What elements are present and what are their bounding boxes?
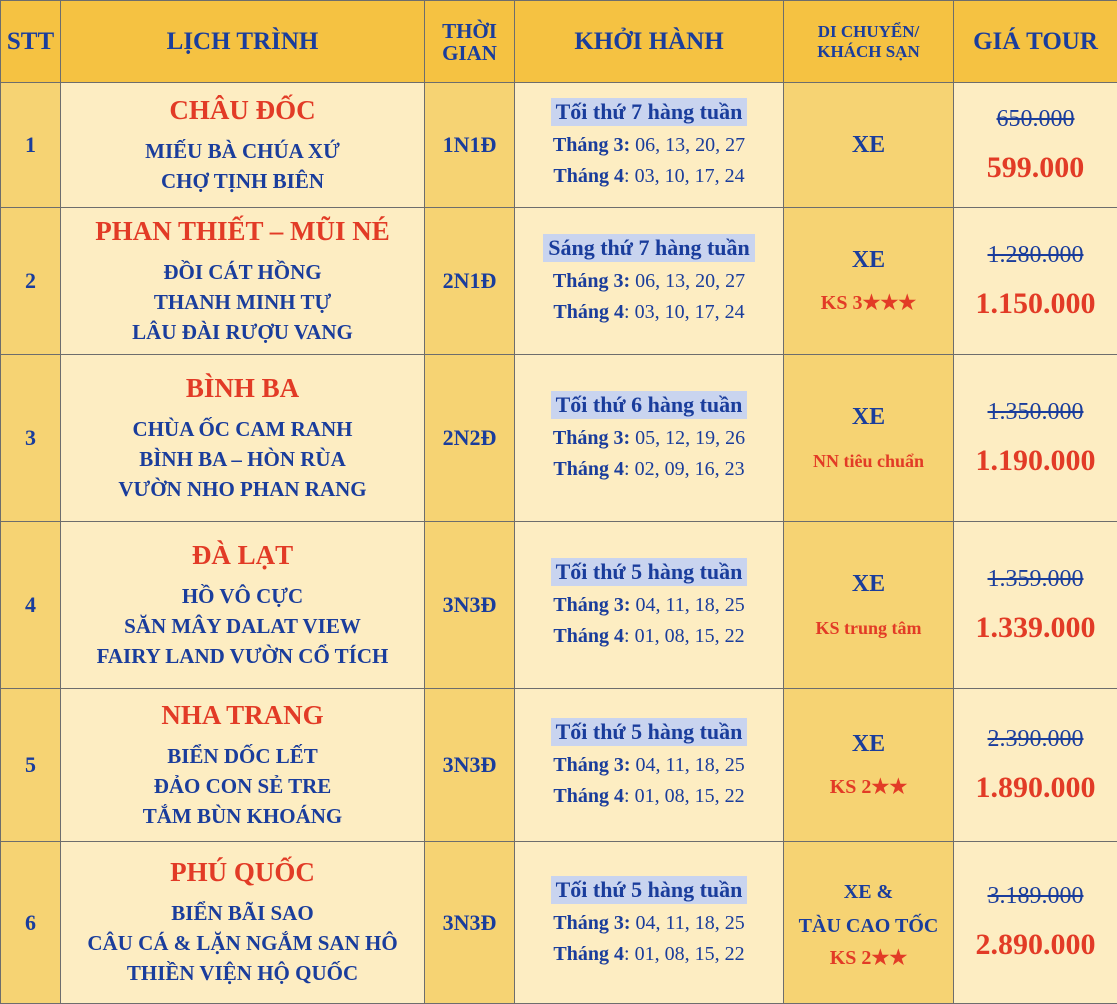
april-sep: :	[624, 785, 630, 807]
april-dates-line	[515, 781, 783, 812]
header-stt: STT	[1, 1, 61, 83]
destination-title: BÌNH BA	[61, 373, 424, 404]
march-label: Tháng 3:	[553, 594, 630, 616]
itinerary-cell	[61, 689, 425, 842]
hotel-label: KS 3★★★	[784, 290, 953, 315]
april-sep: :	[624, 301, 630, 323]
new-price: 2.890.000	[954, 928, 1117, 962]
new-price: 1.890.000	[954, 771, 1117, 805]
new-price: 1.190.000	[954, 444, 1117, 478]
transport-label: XE	[784, 404, 953, 431]
old-price: 3.189.000	[954, 883, 1117, 910]
april-dates: 01, 08, 15, 22	[635, 943, 745, 965]
destination-title: ĐÀ LẠT	[61, 540, 424, 571]
march-label: Tháng 3:	[553, 754, 630, 776]
itinerary-stop: SĂN MÂY DALAT VIEW	[61, 611, 424, 641]
april-dates-line	[515, 297, 783, 328]
march-dates-line	[515, 908, 783, 939]
price-cell	[954, 208, 1117, 355]
table-row	[1, 355, 1117, 522]
march-label: Tháng 3:	[553, 134, 630, 156]
departure-cell	[515, 689, 784, 842]
transport-label: XE	[784, 132, 953, 159]
march-dates: 04, 11, 18, 25	[635, 912, 744, 934]
table-row	[1, 83, 1117, 208]
duration-cell: 3N3Đ	[425, 689, 515, 842]
transport-cell	[784, 355, 954, 522]
march-dates: 06, 13, 20, 27	[635, 134, 745, 156]
transport-label: XE	[784, 571, 953, 598]
hotel-label: KS 2★★	[784, 774, 953, 799]
april-label: Tháng 4	[553, 785, 624, 807]
old-price: 1.280.000	[954, 242, 1117, 269]
april-label: Tháng 4	[553, 625, 624, 647]
itinerary-stop: MIẾU BÀ CHÚA XỨ	[61, 136, 424, 166]
departure-day: Tối thứ 5 hàng tuần	[551, 876, 748, 904]
duration-cell: 3N3Đ	[425, 842, 515, 1004]
header-time-line2: GIAN	[442, 41, 497, 65]
departure-day: Sáng thứ 7 hàng tuần	[543, 234, 755, 262]
row-stt: 3	[1, 355, 61, 522]
destination-title: NHA TRANG	[61, 700, 424, 731]
old-price: 650.000	[954, 106, 1117, 133]
itinerary-stop: FAIRY LAND VƯỜN CỔ TÍCH	[61, 641, 424, 671]
march-dates: 05, 12, 19, 26	[635, 427, 745, 449]
header-price: GIÁ TOUR	[954, 1, 1117, 83]
transport-label: XE &	[784, 875, 953, 909]
march-dates: 04, 11, 18, 25	[635, 594, 744, 616]
itinerary-cell	[61, 522, 425, 689]
departure-day: Tối thứ 5 hàng tuần	[551, 558, 748, 586]
april-dates-line	[515, 939, 783, 970]
april-label: Tháng 4	[553, 458, 624, 480]
new-price: 1.150.000	[954, 287, 1117, 321]
new-price: 1.339.000	[954, 611, 1117, 645]
header-row	[1, 1, 1117, 83]
header-itinerary: LỊCH TRÌNH	[61, 1, 425, 83]
transport-label: TÀU CAO TỐC	[784, 909, 953, 943]
departure-day: Tối thứ 6 hàng tuần	[551, 391, 748, 419]
price-cell	[954, 355, 1117, 522]
itinerary-stop: CÂU CÁ & LẶN NGẮM SAN HÔ	[61, 928, 424, 958]
table-row	[1, 842, 1117, 1004]
row-stt: 6	[1, 842, 61, 1004]
table-row	[1, 208, 1117, 355]
itinerary-cell	[61, 208, 425, 355]
itinerary-stop: LÂU ĐÀI RƯỢU VANG	[61, 317, 424, 347]
april-dates: 02, 09, 16, 23	[635, 458, 745, 480]
hotel-label: KS trung tâm	[784, 618, 953, 639]
departure-day: Tối thứ 5 hàng tuần	[551, 718, 748, 746]
itinerary-stop: BIỂN DỐC LẾT	[61, 741, 424, 771]
transport-cell	[784, 689, 954, 842]
itinerary-stop: BIỂN BÃI SAO	[61, 898, 424, 928]
itinerary-stop: ĐẢO CON SẺ TRE	[61, 771, 424, 801]
april-label: Tháng 4	[553, 165, 624, 187]
old-price: 1.350.000	[954, 399, 1117, 426]
departure-cell	[515, 83, 784, 208]
itinerary-stop: THANH MINH TỰ	[61, 287, 424, 317]
itinerary-cell	[61, 355, 425, 522]
hotel-label: KS 2★★	[784, 945, 953, 970]
march-dates: 04, 11, 18, 25	[635, 754, 744, 776]
new-price: 599.000	[954, 151, 1117, 185]
april-sep: :	[624, 625, 630, 647]
march-dates: 06, 13, 20, 27	[635, 270, 745, 292]
itinerary-stop: HỒ VÔ CỰC	[61, 581, 424, 611]
duration-cell: 1N1Đ	[425, 83, 515, 208]
itinerary-stop: VƯỜN NHO PHAN RANG	[61, 474, 424, 504]
itinerary-stop: ĐỒI CÁT HỒNG	[61, 257, 424, 287]
departure-cell	[515, 522, 784, 689]
april-dates-line	[515, 454, 783, 485]
march-dates-line	[515, 590, 783, 621]
price-cell	[954, 83, 1117, 208]
header-transport-hotel	[784, 1, 954, 83]
april-dates: 01, 08, 15, 22	[635, 785, 745, 807]
header-transport-line1: DI CHUYỂN/	[818, 22, 920, 41]
march-label: Tháng 3:	[553, 427, 630, 449]
transport-cell	[784, 522, 954, 689]
transport-label: XE	[784, 731, 953, 758]
april-sep: :	[624, 165, 630, 187]
itinerary-stop: BÌNH BA – HÒN RÙA	[61, 444, 424, 474]
april-dates-line	[515, 161, 783, 192]
march-dates-line	[515, 423, 783, 454]
april-label: Tháng 4	[553, 301, 624, 323]
price-cell	[954, 689, 1117, 842]
destination-title: CHÂU ĐỐC	[61, 95, 424, 126]
header-departure: KHỞI HÀNH	[515, 1, 784, 83]
row-stt: 4	[1, 522, 61, 689]
table-row	[1, 522, 1117, 689]
departure-cell	[515, 208, 784, 355]
april-sep: :	[624, 943, 630, 965]
departure-day: Tối thứ 7 hàng tuần	[551, 98, 748, 126]
itinerary-stop: CHỢ TỊNH BIÊN	[61, 166, 424, 196]
itinerary-stop: CHÙA ỐC CAM RANH	[61, 414, 424, 444]
price-cell	[954, 522, 1117, 689]
header-time	[425, 1, 515, 83]
duration-cell: 2N1Đ	[425, 208, 515, 355]
header-transport-line2: KHÁCH SẠN	[817, 42, 919, 61]
duration-cell: 3N3Đ	[425, 522, 515, 689]
old-price: 1.359.000	[954, 566, 1117, 593]
destination-title: PHÚ QUỐC	[61, 857, 424, 888]
april-dates: 03, 10, 17, 24	[635, 165, 745, 187]
march-label: Tháng 3:	[553, 270, 630, 292]
row-stt: 2	[1, 208, 61, 355]
itinerary-cell	[61, 83, 425, 208]
row-stt: 1	[1, 83, 61, 208]
march-dates-line	[515, 266, 783, 297]
old-price: 2.390.000	[954, 726, 1117, 753]
april-dates: 01, 08, 15, 22	[635, 625, 745, 647]
hotel-label: NN tiêu chuẩn	[784, 451, 953, 472]
transport-cell	[784, 842, 954, 1004]
april-sep: :	[624, 458, 630, 480]
march-label: Tháng 3:	[553, 912, 630, 934]
destination-title: PHAN THIẾT – MŨI NÉ	[61, 216, 424, 247]
itinerary-cell	[61, 842, 425, 1004]
transport-label: XE	[784, 247, 953, 274]
departure-cell	[515, 842, 784, 1004]
departure-cell	[515, 355, 784, 522]
march-dates-line	[515, 750, 783, 781]
april-dates: 03, 10, 17, 24	[635, 301, 745, 323]
march-dates-line	[515, 130, 783, 161]
header-time-line1: THỜI	[442, 19, 497, 43]
april-label: Tháng 4	[553, 943, 624, 965]
duration-cell: 2N2Đ	[425, 355, 515, 522]
transport-cell	[784, 208, 954, 355]
price-cell	[954, 842, 1117, 1004]
april-dates-line	[515, 621, 783, 652]
transport-cell	[784, 83, 954, 208]
itinerary-stop: THIỀN VIỆN HỘ QUỐC	[61, 958, 424, 988]
itinerary-stop: TẮM BÙN KHOÁNG	[61, 801, 424, 831]
row-stt: 5	[1, 689, 61, 842]
table-row	[1, 689, 1117, 842]
